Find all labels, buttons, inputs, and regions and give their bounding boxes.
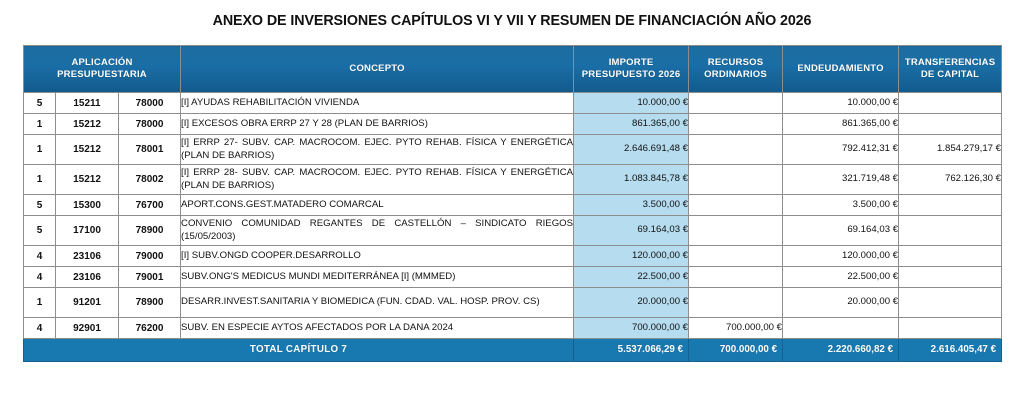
cell-endeudamiento: 10.000,00 €: [783, 93, 899, 114]
concepto-text: [I] EXCESOS OBRA ERRP 27 Y 28 (PLAN DE BARRIOS): [181, 117, 428, 129]
cell-programa: 23106: [56, 267, 119, 288]
cell-concepto: [181, 318, 574, 339]
table-row: [24, 288, 1002, 318]
concepto-text: [I] ERRP 28- SUBV. CAP. MACROCOM. EJEC. PYTO REHAB. FÍSICA Y ENERGÉTICA (PLAN DE BARRIOS): [181, 167, 574, 191]
cell-economica: 78000: [119, 114, 181, 135]
header-line-1: RECURSOS: [707, 56, 764, 68]
cell-recursos-ordinarios: [689, 288, 783, 318]
cell-recursos-ordinarios: [689, 114, 783, 135]
cell-programa: 91201: [56, 288, 119, 318]
cell-concepto: [181, 195, 574, 216]
cell-organica: 4: [24, 246, 56, 267]
cell-transferencias-capital: [899, 114, 1002, 135]
column-header-recursos-ordinarios: [689, 46, 783, 93]
column-header-concepto: CONCEPTO: [181, 46, 574, 93]
concepto-text: [I] SUBV.ONGD COOPER.DESARROLLO: [181, 249, 361, 261]
cell-recursos-ordinarios: [689, 195, 783, 216]
cell-importe: 10.000,00 €: [574, 93, 689, 114]
column-header-aplicacion-presupuestaria: [24, 46, 181, 93]
cell-economica: 78900: [119, 216, 181, 246]
cell-programa: 17100: [56, 216, 119, 246]
cell-organica: 1: [24, 114, 56, 135]
table-row: [24, 165, 1002, 195]
cell-programa: 15211: [56, 93, 119, 114]
header-line-1: TRANSFERENCIAS: [904, 56, 996, 68]
column-header-importe-presupuesto: [574, 46, 689, 93]
cell-endeudamiento: 3.500,00 €: [783, 195, 899, 216]
cell-recursos-ordinarios: [689, 246, 783, 267]
cell-importe: 1.083.845,78 €: [574, 165, 689, 195]
cell-endeudamiento: 321.719,48 €: [783, 165, 899, 195]
cell-economica: 78001: [119, 135, 181, 165]
table-header: [24, 46, 1002, 93]
concepto-text: [I] ERRP 27- SUBV. CAP. MACROCOM. EJEC. PYTO REHAB. FÍSICA Y ENERGÉTICA (PLAN DE BARRIOS): [181, 137, 574, 161]
cell-organica: 1: [24, 288, 56, 318]
cell-programa: 15212: [56, 135, 119, 165]
cell-transferencias-capital: [899, 216, 1002, 246]
cell-transferencias-capital: [899, 318, 1002, 339]
total-endeudamiento: 2.220.660,82 €: [783, 339, 899, 362]
concepto-text: APORT.CONS.GEST.MATADERO COMARCAL: [181, 198, 384, 210]
cell-concepto: [181, 165, 574, 195]
cell-concepto: [181, 288, 574, 318]
cell-economica: 78000: [119, 93, 181, 114]
column-header-transferencias-capital: [899, 46, 1002, 93]
concepto-text: DESARR.INVEST.SANITARIA Y BIOMEDICA (FUN. CDAD. VAL. HOSP. PROV. CS): [181, 296, 540, 308]
cell-recursos-ordinarios: 700.000,00 €: [689, 318, 783, 339]
cell-organica: 5: [24, 195, 56, 216]
cell-importe: 20.000,00 €: [574, 288, 689, 318]
cell-programa: 92901: [56, 318, 119, 339]
cell-programa: 15300: [56, 195, 119, 216]
cell-importe: 22.500,00 €: [574, 267, 689, 288]
table-row: [24, 318, 1002, 339]
header-line-2: PRESUPUESTO 2026: [581, 69, 681, 80]
page-title: ANEXO DE INVERSIONES CAPÍTULOS VI Y VII Y RESUMEN DE FINANCIACIÓN AÑO 2026: [212, 13, 812, 29]
concepto-text: [I] AYUDAS REHABILITACIÓN VIVIENDA: [181, 96, 360, 108]
table-row: [24, 216, 1002, 246]
cell-recursos-ordinarios: [689, 216, 783, 246]
header-line-2: DE CAPITAL: [920, 69, 980, 80]
cell-transferencias-capital: [899, 267, 1002, 288]
cell-transferencias-capital: [899, 195, 1002, 216]
cell-transferencias-capital: [899, 93, 1002, 114]
cell-concepto: [181, 93, 574, 114]
concepto-text: CONVENIO COMUNIDAD REGANTES DE CASTELLÓN – SINDICATO RIEGOS (15/05/2003): [181, 218, 574, 242]
cell-importe: 3.500,00 €: [574, 195, 689, 216]
cell-programa: 15212: [56, 165, 119, 195]
table-row: [24, 93, 1002, 114]
cell-recursos-ordinarios: [689, 267, 783, 288]
cell-organica: 5: [24, 93, 56, 114]
cell-programa: 15212: [56, 114, 119, 135]
cell-transferencias-capital: [899, 246, 1002, 267]
cell-endeudamiento: [783, 318, 899, 339]
cell-organica: 1: [24, 135, 56, 165]
cell-organica: 1: [24, 165, 56, 195]
cell-endeudamiento: 120.000,00 €: [783, 246, 899, 267]
cell-importe: 2.646.691,48 €: [574, 135, 689, 165]
total-transferencias-capital: 2.616.405,47 €: [899, 339, 1002, 362]
header-row: [24, 46, 1002, 93]
cell-concepto: [181, 135, 574, 165]
cell-endeudamiento: 861.365,00 €: [783, 114, 899, 135]
table-row: [24, 195, 1002, 216]
header-line-1: IMPORTE: [608, 56, 654, 68]
cell-concepto: [181, 114, 574, 135]
total-label: TOTAL CAPÍTULO 7: [24, 339, 574, 362]
total-recursos-ordinarios: 700.000,00 €: [689, 339, 783, 362]
cell-endeudamiento: 22.500,00 €: [783, 267, 899, 288]
cell-recursos-ordinarios: [689, 135, 783, 165]
header-line-2: ORDINARIOS: [704, 69, 767, 80]
table-row: [24, 267, 1002, 288]
cell-importe: 120.000,00 €: [574, 246, 689, 267]
table-row: [24, 246, 1002, 267]
column-header-endeudamiento: ENDEUDAMIENTO: [783, 46, 899, 93]
table-body: [24, 93, 1002, 362]
cell-transferencias-capital: 762.126,30 €: [899, 165, 1002, 195]
cell-economica: 78900: [119, 288, 181, 318]
cell-importe: 861.365,00 €: [574, 114, 689, 135]
cell-endeudamiento: 792.412,31 €: [783, 135, 899, 165]
table-row: [24, 135, 1002, 165]
concepto-text: SUBV. EN ESPECIE AYTOS AFECTADOS POR LA DANA 2024: [181, 321, 454, 333]
concepto-text: SUBV.ONG'S MEDICUS MUNDI MEDITERRÁNEA [I] (MMMED): [181, 270, 456, 282]
budget-table: [23, 45, 1002, 362]
table-total-row: [24, 339, 1002, 362]
cell-economica: 78002: [119, 165, 181, 195]
cell-concepto: [181, 246, 574, 267]
cell-recursos-ordinarios: [689, 165, 783, 195]
cell-economica: 79001: [119, 267, 181, 288]
cell-endeudamiento: 20.000,00 €: [783, 288, 899, 318]
cell-importe: 700.000,00 €: [574, 318, 689, 339]
cell-recursos-ordinarios: [689, 93, 783, 114]
cell-organica: 5: [24, 216, 56, 246]
cell-transferencias-capital: [899, 288, 1002, 318]
cell-economica: 76700: [119, 195, 181, 216]
cell-importe: 69.164,03 €: [574, 216, 689, 246]
cell-concepto: [181, 267, 574, 288]
header-line-1: APLICACIÓN: [71, 56, 133, 68]
header-line-2: PRESUPUESTARIA: [57, 69, 147, 80]
cell-organica: 4: [24, 318, 56, 339]
cell-economica: 76200: [119, 318, 181, 339]
cell-concepto: [181, 216, 574, 246]
cell-transferencias-capital: 1.854.279,17 €: [899, 135, 1002, 165]
cell-endeudamiento: 69.164,03 €: [783, 216, 899, 246]
cell-economica: 79000: [119, 246, 181, 267]
table-row: [24, 114, 1002, 135]
cell-organica: 4: [24, 267, 56, 288]
cell-programa: 23106: [56, 246, 119, 267]
total-importe: 5.537.066,29 €: [574, 339, 689, 362]
budget-table-container: [23, 45, 1001, 362]
